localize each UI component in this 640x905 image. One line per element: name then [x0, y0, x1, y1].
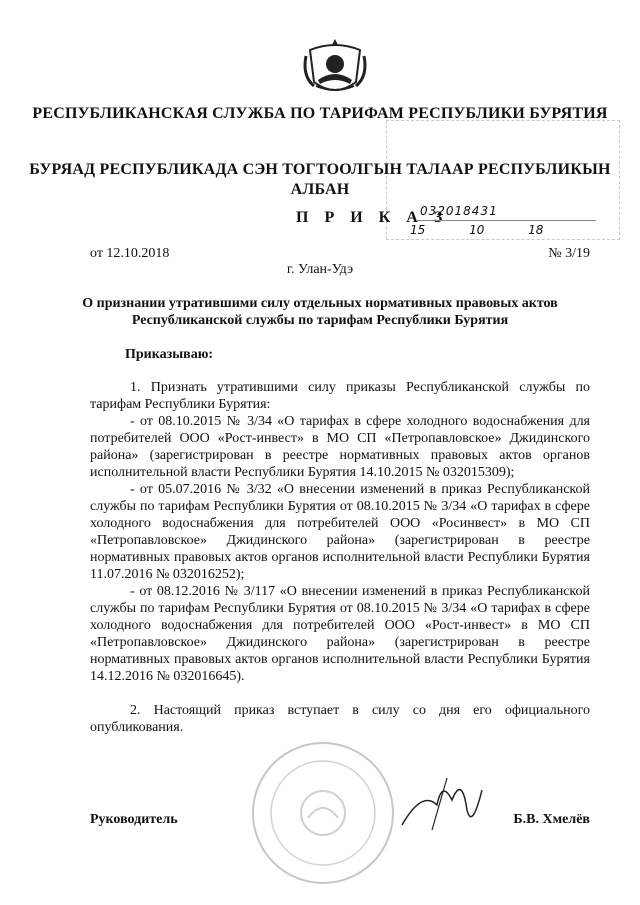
document-type: П Р И К А З [296, 209, 449, 226]
document-city: г. Улан-Удэ [286, 262, 354, 277]
signatory-name: Б.В. Хмелёв [513, 812, 590, 827]
order-word: Приказываю: [125, 347, 214, 362]
signatory-role: Руководитель [90, 812, 178, 827]
handwritten-signature [392, 770, 492, 840]
document-date: от 12.10.2018 [90, 246, 170, 261]
registration-stamp-line [416, 220, 596, 221]
paragraph-1: 1. Признать утратившими силу приказы Республиканской службы по тарифам Республики Бурятия: [90, 380, 590, 412]
paragraph-2: 2. Настоящий приказ вступает в силу со дня его официального опубликования. [90, 703, 590, 735]
coat-of-arms-emblem [300, 36, 370, 98]
paragraph-item-1: - от 08.10.2015 № 3/34 «О тарифах в сфере холодного водоснабжения для потребителей ООО «Рост-инвест» в МО СП «Петропавловское» Джидинского района» (зарегистрирован в реестре нормативных правовых актов органов исполнительной власти Республики Бурятия 14.10.2015 № 032015309); [90, 414, 590, 480]
registration-number: 032018431 [420, 204, 498, 218]
document-body [90, 379, 590, 736]
organization-name-buryat: БУРЯАД РЕСПУБЛИКАДА СЭН ТОГТООЛГЫН ТАЛААР РЕСПУБЛИКЫН АЛБАН [29, 161, 611, 198]
paragraph-item-3: - от 08.12.2016 № 3/117 «О внесении изменений в приказ Республиканской службы по тарифам Республики Бурятия от 08.10.2015 № 3/34 «О тарифах в сфере холодного водоснабжения для потребителей ООО «Рост-инвест» в МО СП «Петропавловское» Джидинского района» (зарегистрирован в реестре нормативных правовых актов органов исполнительной власти Республики Бурятия 14.12.2016 № 032016645). [90, 584, 590, 684]
document-title: О признании утратившими силу отдельных нормативных правовых актов Республиканской службы по тарифам Республики Бурятия [82, 296, 558, 328]
document-number: № 3/19 [548, 246, 590, 261]
official-seal-icon [248, 738, 398, 888]
paragraph-item-2: - от 05.07.2016 № 3/32 «О внесении изменений в приказ Республиканской службы по тарифам Республики Бурятия от 08.10.2015 № 3/34 «О тарифах в сфере холодного водоснабжения для потребителей ООО «Росинвест» в МО СП «Петропавловское» Джидинского района» (зарегистрирован в реестре нормативных правовых актов органов исполнительной власти Республики Бурятия 11.07.2016 № 032016252); [90, 482, 590, 582]
registration-date: 15 10 18 [410, 223, 544, 237]
organization-name-russian: РЕСПУБЛИКАНСКАЯ СЛУЖБА ПО ТАРИФАМ РЕСПУБЛИКИ БУРЯТИЯ [32, 105, 608, 122]
